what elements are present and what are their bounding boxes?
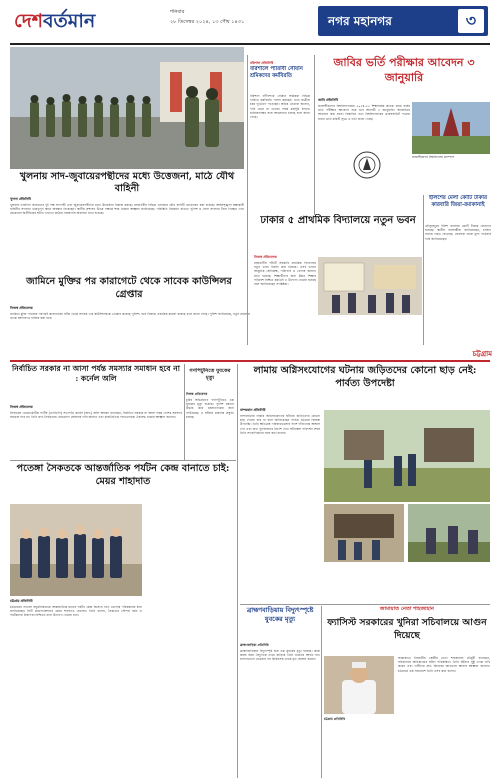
story10-photo [10, 504, 142, 596]
masthead-rule [10, 43, 490, 45]
row-rule-1 [10, 460, 236, 461]
story5-byline: নিজস্ব প্রতিবেদক [254, 255, 277, 259]
story9-photo3 [408, 504, 490, 562]
story3-photo-caption: জাহাঙ্গীরনগর বিশ্ববিদ্যালয় ক্যাম্পাস [412, 155, 455, 159]
story6-headline-box [425, 195, 491, 221]
masthead-date [170, 9, 290, 33]
section-bar [318, 6, 488, 36]
story3-photo [412, 102, 490, 154]
story5-photo [318, 257, 422, 315]
page-number-badge [458, 9, 484, 33]
story3-headline-box [318, 55, 490, 95]
story11-body: ব্রাহ্মণবাড়িয়ায় বিদ্যুৎস্পৃষ্ট হয়ে এক যুবকের মৃত্যু হয়েছে। কাজ করার সময় বৈদ্যুতিক তারে জড়িয়ে তিনি গুরুতর আহত হন। হাসপাতালে নেওয়ার পর চিকিৎসক তাকে মৃত ঘোষণা করেন। [240, 649, 320, 662]
col-rule-5 [237, 364, 238, 778]
story12-kicker: জামায়াত নেতা শাহজাহান [380, 606, 434, 612]
story5-headline-box [254, 214, 422, 254]
story9-headline-box [240, 364, 490, 404]
story9-body-cont [324, 564, 490, 602]
story3-body: জাহাঙ্গীরনগর বিশ্ববিদ্যালয়ের ২০২৪-২৫ শিক্ষাবর্ষের স্নাতক প্রথম বর্ষের ভর্তি পরীক্ষার আবেদন শুরু হবে আগামী ৩ জানুয়ারি। অনলাইনে আবেদন করা যাবে। বিস্তারিত তথ্য বিশ্ববিদ্যালয়ের ওয়েবসাইটে পাওয়া যাবে। ভর্তি কমিটি সূত্রে এ তথ্য জানা গেছে। [318, 104, 410, 121]
col-rule-3 [423, 195, 424, 345]
story10-body-cont [146, 504, 238, 776]
story8-byline: নিজস্ব প্রতিবেদক [186, 392, 208, 396]
story12-photo [324, 656, 394, 714]
col-rule-6 [321, 606, 322, 778]
story8-body: চুরির অভিযোগে গণপিটুনিতে এক যুবকের মৃত্যু হয়েছে। পুলিশ মরদেহ উদ্ধার করে ময়নাতদন্তের জন্য পাঠিয়েছে। এ ঘটনায় মামলার প্রস্তুতি চলছে। [186, 398, 234, 419]
masthead-logo [14, 7, 164, 37]
story8-headline-box [186, 368, 234, 388]
story2-headline: বরিশালে প্যারাবী নৌযান শ্রমিকদের কর্মবিরতি [250, 66, 303, 79]
story9-headline: লামায় অগ্নিসংযোগের ঘটনায় জড়িতদের কোনো ছাড় নেই: পার্বত্য উপদেষ্টা [253, 365, 477, 389]
date-full: ২৮ ডিসেম্বর ২০২৪, ১৩ পৌষ ১৪৩১ [170, 19, 245, 25]
story12-headline: ফ্যাসিস্ট সরকারের খুনিরা সচিবালয়ে আগুন দিয়েছে [327, 617, 487, 641]
story2-body: বরিশাল নদীবন্দরে নৌযান শ্রমিকরা বিভিন্ন দাবিতে কর্মবিরতি পালন করছেন। এতে যাত্রীরা চরম দুর্ভোগে পড়েছেন। শ্রমিক নেতারা জানান, দাবি মেনে না নেওয়া পর্যন্ত কর্মসূচি চলবে। মালিকপক্ষের সঙ্গে আলোচনা চলছে বলে জানা গেছে। [250, 94, 310, 120]
story1-photo [10, 47, 244, 169]
story4-body: জামিনে মুক্তি পাওয়ার পরপরই কারাগারের ফটক থেকে সাবেক এক কাউন্সিলরকে গ্রেপ্তার করেছে পুলিশ। তার বিরুদ্ধে একাধিক মামলা রয়েছে বলে জানা গেছে। পুলিশ জানিয়েছে, নতুন মামলায় তাকে আদালতে হাজির করা হবে। [10, 312, 250, 321]
story2-headline-box [250, 66, 310, 92]
story1-body: খুলনায় তাবলিগ জামাতের দুই পক্ষ সাদপন্থী এবং জুবায়েরপন্থীদের মধ্যে উত্তেজনা বিরাজ করছে। মহানগরীর বিভিন্ন এলাকায় যৌথ বাহিনী মোতায়েন করা হয়েছে। আইনশৃঙ্খলা রক্ষাকারী বাহিনীর সদস্যরা গুরুত্বপূর্ণ স্থানে অবস্থান নিয়েছেন। স্থানীয় প্রশাসন উভয় পক্ষকে শান্ত থাকার আহ্বান জানিয়েছে। পরিস্থিতি নিয়ন্ত্রণে রাখতে পুলিশ ও সেনা সদস্যরা টহল দিচ্ছেন এবং যেকোনো অপ্রীতিকর ঘটনা এড়াতে কঠোর নজরদারি অব্যাহত রাখা হয়েছে। [10, 203, 244, 216]
story5-headline: ঢাকার ৫ প্রাথমিক বিদ্যালয়ে নতুন ভবন [260, 215, 416, 226]
story12-body: জামায়াতে ইসলামীর কেন্দ্রীয় নেতা শাহজাহান চৌধুরী বলেছেন, সচিবালয়ে অগ্নিকাণ্ডের ঘটনা পরিকল্পিত। তিনি ঘটনার সুষ্ঠু তদন্ত দাবি করেন এবং দায়ীদের দ্রুত বিচারের আওতায় আনার আহ্বান জানান। চট্টগ্রামে এক সমাবেশে তিনি এসব কথা বলেন। [398, 656, 490, 673]
story2-byline: বরিশাল প্রতিনিধি [250, 61, 274, 65]
story3-body-cont [318, 168, 490, 198]
row-rule-2 [240, 604, 490, 605]
story9-photo1 [324, 410, 490, 502]
story4-byline: নিজস্ব প্রতিবেদক [10, 306, 33, 310]
region-rule [10, 360, 490, 362]
story10-byline: চট্টগ্রাম প্রতিনিধি [10, 599, 33, 603]
story11-byline: ব্রাহ্মণবাড়িয়া প্রতিনিধি [240, 643, 269, 647]
story12-headline-box [324, 617, 490, 653]
story9-photo2 [324, 504, 404, 562]
story9-body: বান্দরবানের লামায় অগ্নিসংযোগের ঘটনায় জড়িতদের কোনো ছাড় দেওয়া হবে না বলে জানিয়েছেন পার্বত্য চট্টগ্রাম বিষয়ক উপদেষ্টা। তিনি ক্ষতিগ্রস্ত পরিবারগুলোর পাশে দাঁড়ানোর আশ্বাস দেন এবং দ্রুত পুনর্বাসনের নির্দেশ দেন। ঘটনাস্থল পরিদর্শন শেষে তিনি সাংবাদিকদের সঙ্গে কথা বলেন। [240, 414, 320, 435]
col-rule-2 [314, 55, 315, 215]
story5-body: রাজধানীর পাঁচটি সরকারি প্রাথমিক বিদ্যালয়ে নতুন ভবন নির্মাণ করা হয়েছে। এসব ভবনে আধুনিক শ্রেণিকক্ষ, পাঠাগার ও খেলার জায়গা রাখা হয়েছে। শিক্ষার্থীদের জন্য উন্নত শিক্ষার পরিবেশ নিশ্চিত করতেই এ উদ্যোগ নেওয়া হয়েছে বলে জানিয়েছেন সংশ্লিষ্টরা। [254, 261, 316, 287]
story3-headline: জাবির ভর্তি পরীক্ষার আবেদন ৩ জানুয়ারি [333, 56, 475, 84]
story7-headline-box [10, 364, 182, 402]
story10-body: চট্টগ্রামের পতেঙ্গা সমুদ্রসৈকতকে আন্তর্জাতিক মানের পর্যটন কেন্দ্র হিসেবে গড়ে তোলার পরিকল্পনার কথা জানিয়েছেন সিটি করপোরেশনের মেয়র শাহাদাত হোসেন। তিনি বলেন, সৈকতের সৌন্দর্য বর্ধন ও পর্যটকদের নিরাপত্তা নিশ্চিতে নানা উদ্যোগ নেওয়া হবে। [10, 605, 142, 618]
story1-headline-box [10, 171, 244, 195]
story9-byline: বান্দরবান প্রতিনিধি [240, 408, 266, 412]
story11-headline: ব্রাহ্মণবাড়িয়ায় বিদ্যুৎস্পৃষ্টে যুবকের মৃত্যু [246, 606, 314, 623]
col-rule-4 [184, 364, 185, 460]
logo-part2: বর্তমান [42, 10, 96, 32]
story7-byline: নিজস্ব প্রতিবেদক [10, 405, 33, 409]
story8-headline: গণপিটুনিতে যুবকের মৃত্যু [189, 368, 231, 381]
masthead [0, 0, 500, 44]
region-label: চট্টগ্রাম [472, 349, 492, 358]
story12-byline: চট্টগ্রাম প্রতিনিধি [324, 717, 346, 721]
page-number: ৩ [465, 11, 477, 30]
section-title: নগর মহানগর [328, 14, 392, 28]
story4-headline-box [18, 275, 240, 303]
logo-part1: দেশ [14, 10, 43, 32]
col-rule-1 [247, 55, 248, 345]
story3-byline: জাবি প্রতিনিধি [318, 98, 338, 102]
story4-headline: জামিনে মুক্তির পর কারাগেটে থেকে সাবেক কাউন্সিলর গ্রেপ্তার [26, 276, 232, 300]
story1-byline: খুলনা প্রতিনিধি [10, 197, 31, 201]
story6-body: মৌসুমজুড়ে ইলিশ ব্যবসায় কোটি টাকার লেনদেন হয়েছে। স্থানীয় ব্যবসায়ীরা জানিয়েছেন, চাহিদা বাড়ায় দামও বেড়েছে। জেলেরা ন্যায্য মূল্য পাওয়ার দাবি জানিয়েছেন। [425, 224, 491, 241]
story11-headline-box [240, 606, 320, 640]
story10-headline: পতেঙ্গা সৈকতকে আন্তর্জাতিক পর্যটন কেন্দ্র বানাতে চাই: মেয়র শাহাদাত [16, 463, 230, 487]
date-weekday: শনিবার [170, 9, 185, 15]
story5-body-cont [318, 317, 422, 343]
story10-headline-box [10, 462, 236, 502]
story7-headline: নির্বাচিত সরকার না আসা পর্যন্ত সমস্যার সমাধান হবে না : কর্নেল অলি [12, 364, 180, 383]
story1-headline: খুলনায় সাদ-জুবায়েরপন্থীদের মধ্যে উত্তেজনা, মাঠে যৌথ বাহিনী [19, 171, 235, 194]
story12-body-cont [324, 723, 394, 777]
story7-body: লিবারেল ডেমোক্রেটিক পার্টির (এলডিপি) সভাপতি কর্নেল (অব.) অলি আহমদ বলেছেন, নির্বাচিত সরকার না আসা পর্যন্ত দেশের সমস্যার সমাধান হবে না। তিনি দ্রুত নির্বাচনের রোডম্যাপ ঘোষণার দাবি জানান এবং রাজনৈতিক দলগুলোকে ঐক্যবদ্ধ থাকার আহ্বান জানান। [10, 411, 182, 420]
story6-headline: ইলিশের মেলা কোটি টাকার কারবারি জিয়া-রমাকানাই [429, 195, 487, 208]
